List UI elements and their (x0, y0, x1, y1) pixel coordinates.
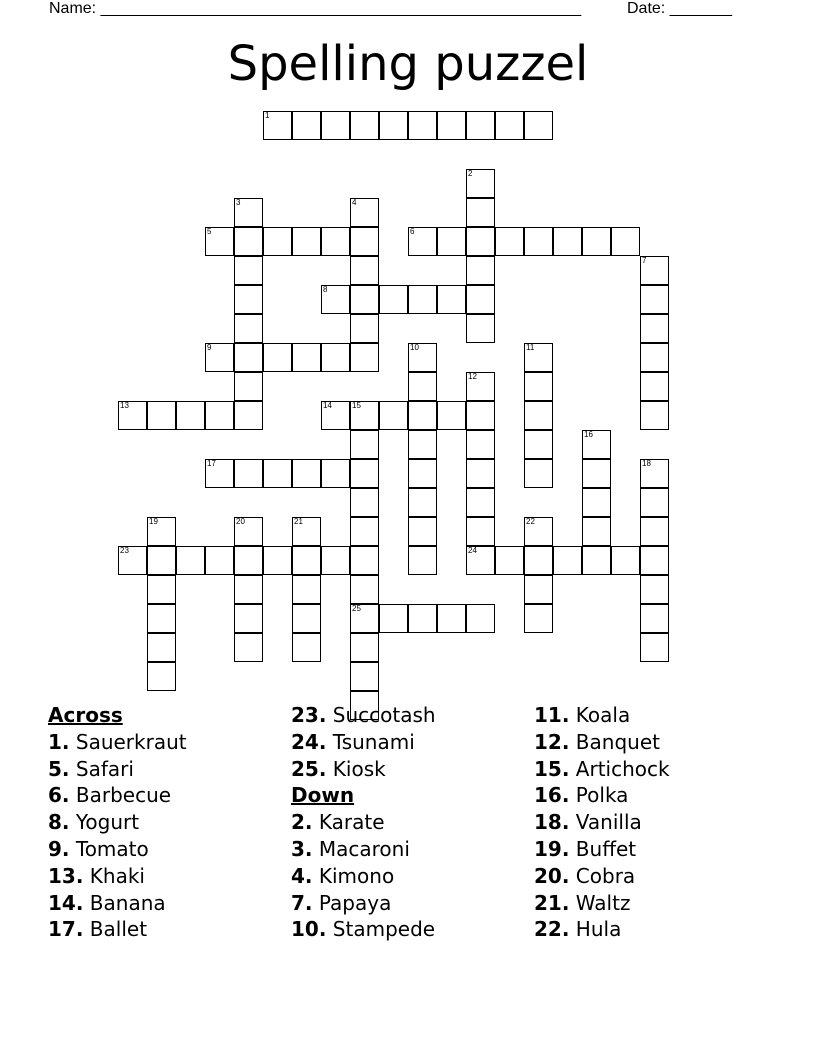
crossword-cell[interactable] (408, 546, 437, 575)
clue-item: 18. Vanilla (534, 810, 642, 835)
crossword-cell[interactable] (263, 227, 292, 256)
crossword-cell[interactable] (408, 227, 437, 256)
crossword-cell[interactable] (147, 633, 176, 662)
crossword-cell[interactable] (379, 111, 408, 140)
cell-number: 21 (294, 517, 303, 526)
crossword-cell[interactable] (321, 401, 350, 430)
crossword-cell[interactable] (495, 227, 524, 256)
cell-number: 1 (265, 111, 270, 120)
down-heading: Down (291, 783, 355, 808)
crossword-cell[interactable] (466, 227, 495, 256)
crossword-cell[interactable] (321, 227, 350, 256)
crossword-cell[interactable] (234, 604, 263, 633)
crossword-cell[interactable] (292, 633, 321, 662)
crossword-cell[interactable] (640, 372, 669, 401)
crossword-cell[interactable] (147, 662, 176, 691)
clue-item: 22. Hula (534, 917, 622, 942)
cell-number: 18 (642, 459, 651, 468)
crossword-cell[interactable] (205, 546, 234, 575)
clue-item: 15. Artichock (534, 756, 670, 781)
across-heading: Across (48, 703, 123, 727)
crossword-cell[interactable] (640, 546, 669, 575)
cell-number: 7 (642, 256, 647, 265)
cell-number: 4 (352, 198, 357, 207)
crossword-cell[interactable] (350, 488, 379, 517)
crossword-cell[interactable] (408, 285, 437, 314)
crossword-cell[interactable] (408, 430, 437, 459)
crossword-cell[interactable] (437, 604, 466, 633)
clue-item: 7. Papaya (291, 890, 392, 915)
clue-item: 20. Cobra (534, 863, 636, 888)
crossword-cell[interactable] (640, 401, 669, 430)
cell-number: 25 (352, 604, 361, 613)
cell-number: 14 (323, 401, 332, 410)
crossword-cell[interactable] (292, 575, 321, 604)
crossword-cell[interactable] (611, 227, 640, 256)
crossword-cell[interactable] (205, 459, 234, 488)
crossword-cell[interactable] (640, 343, 669, 372)
crossword-cell[interactable] (466, 314, 495, 343)
crossword-cell[interactable] (321, 285, 350, 314)
crossword-cell[interactable] (321, 343, 350, 372)
crossword-cell[interactable] (234, 372, 263, 401)
crossword-cell[interactable] (408, 343, 437, 372)
clue-column-3 (534, 702, 670, 943)
clue-item: 12. Banquet (534, 729, 660, 754)
crossword-cell[interactable] (292, 343, 321, 372)
cell-number: 24 (468, 546, 477, 555)
cell-number: 8 (323, 285, 328, 294)
cell-number: 15 (352, 401, 361, 410)
cell-number: 13 (120, 401, 129, 410)
crossword-cell[interactable] (234, 633, 263, 662)
crossword-cell[interactable] (234, 546, 263, 575)
crossword-cell[interactable] (640, 517, 669, 546)
crossword-cell[interactable] (640, 285, 669, 314)
crossword-cell[interactable] (640, 488, 669, 517)
clue-item: 24. Tsunami (291, 729, 415, 754)
worksheet-header (0, 0, 816, 20)
puzzle-title: Spelling puzzel (227, 36, 589, 92)
crossword-cell[interactable] (582, 430, 611, 459)
crossword-cell[interactable] (234, 401, 263, 430)
cell-number: 20 (236, 517, 245, 526)
crossword-cell[interactable] (234, 314, 263, 343)
crossword-cell[interactable] (263, 111, 292, 140)
crossword-cell[interactable] (524, 372, 553, 401)
cell-number: 19 (149, 517, 158, 526)
crossword-cell[interactable] (466, 256, 495, 285)
crossword-cell[interactable] (582, 459, 611, 488)
crossword-cell[interactable] (350, 227, 379, 256)
crossword-cell[interactable] (437, 227, 466, 256)
crossword-cell[interactable] (466, 198, 495, 227)
crossword-cell[interactable] (263, 546, 292, 575)
crossword-cell[interactable] (466, 517, 495, 546)
crossword-cell[interactable] (321, 111, 350, 140)
date-field[interactable]: Date: _______ (627, 0, 732, 17)
crossword-cell[interactable] (118, 401, 147, 430)
crossword-cell[interactable] (147, 517, 176, 546)
crossword-cell[interactable] (205, 401, 234, 430)
crossword-cell[interactable] (466, 169, 495, 198)
crossword-cell[interactable] (408, 401, 437, 430)
crossword-cell[interactable] (118, 546, 147, 575)
crossword-cell[interactable] (379, 604, 408, 633)
crossword-cell[interactable] (524, 430, 553, 459)
crossword-cell[interactable] (292, 604, 321, 633)
crossword-cell[interactable] (350, 430, 379, 459)
crossword-cell[interactable] (350, 604, 379, 633)
crossword-cell[interactable] (234, 517, 263, 546)
crossword-cell[interactable] (408, 459, 437, 488)
crossword-cell[interactable] (292, 111, 321, 140)
crossword-cell[interactable] (466, 459, 495, 488)
crossword-cell[interactable] (582, 517, 611, 546)
clue-item: 21. Waltz (534, 890, 631, 915)
crossword-cell[interactable] (524, 604, 553, 633)
crossword-cell[interactable] (147, 604, 176, 633)
clue-item: 3. Macaroni (291, 836, 410, 861)
crossword-cell[interactable] (524, 111, 553, 140)
crossword-cell[interactable] (234, 256, 263, 285)
crossword-cell[interactable] (437, 111, 466, 140)
clue-item: 13. Khaki (48, 863, 145, 888)
crossword-cell[interactable] (379, 401, 408, 430)
crossword-cell[interactable] (495, 546, 524, 575)
crossword-cell[interactable] (524, 459, 553, 488)
crossword-cell[interactable] (234, 198, 263, 227)
clue-item: 9. Tomato (48, 836, 149, 861)
crossword-cell[interactable] (205, 227, 234, 256)
crossword-cell[interactable] (350, 459, 379, 488)
crossword-cell[interactable] (408, 517, 437, 546)
crossword-cell[interactable] (408, 488, 437, 517)
crossword-cell[interactable] (350, 546, 379, 575)
clue-item: 2. Karate (291, 810, 385, 835)
cell-number: 6 (410, 227, 415, 236)
name-field[interactable]: Name: ______________________________________________________ (49, 0, 582, 17)
crossword-cell[interactable] (205, 343, 234, 372)
crossword-cell[interactable] (437, 401, 466, 430)
crossword-cell[interactable] (524, 227, 553, 256)
crossword-cell[interactable] (640, 459, 669, 488)
crossword-cell[interactable] (292, 546, 321, 575)
crossword-cell[interactable] (524, 575, 553, 604)
crossword-cell[interactable] (350, 633, 379, 662)
clue-item: 14. Banana (48, 890, 166, 915)
crossword-cell[interactable] (234, 343, 263, 372)
crossword-cell[interactable] (263, 343, 292, 372)
cell-number: 22 (526, 517, 535, 526)
crossword-cell[interactable] (379, 285, 408, 314)
crossword-cell[interactable] (408, 111, 437, 140)
clue-column-1 (48, 702, 187, 943)
clue-item: 10. Stampede (291, 917, 436, 942)
cell-number: 11 (526, 343, 535, 352)
crossword-cell[interactable] (350, 401, 379, 430)
crossword-cell[interactable] (234, 227, 263, 256)
crossword-cell[interactable] (350, 111, 379, 140)
crossword-cell[interactable] (234, 285, 263, 314)
crossword-cell[interactable] (350, 343, 379, 372)
crossword-cell[interactable] (292, 459, 321, 488)
clue-item: 16. Polka (534, 783, 629, 808)
cell-number: 12 (468, 372, 477, 381)
cell-number: 17 (207, 459, 216, 468)
clue-item: 19. Buffet (534, 836, 637, 861)
crossword-cell[interactable] (611, 546, 640, 575)
crossword-cell[interactable] (350, 285, 379, 314)
crossword-cell[interactable] (466, 488, 495, 517)
cell-number: 23 (120, 546, 129, 555)
clue-item: 23. Succotash (291, 703, 436, 727)
crossword-cell[interactable] (466, 285, 495, 314)
crossword-cell[interactable] (234, 459, 263, 488)
crossword-cell[interactable] (524, 517, 553, 546)
crossword-cell[interactable] (263, 459, 292, 488)
crossword-cell[interactable] (147, 401, 176, 430)
crossword-cell[interactable] (176, 401, 205, 430)
crossword-cell[interactable] (350, 517, 379, 546)
crossword-cell[interactable] (350, 662, 379, 691)
crossword-cell[interactable] (350, 314, 379, 343)
clue-item: 5. Safari (48, 756, 134, 781)
crossword-cell[interactable] (524, 401, 553, 430)
crossword-cell[interactable] (234, 575, 263, 604)
crossword-cell[interactable] (640, 256, 669, 285)
crossword-cell[interactable] (176, 546, 205, 575)
crossword-cell[interactable] (292, 227, 321, 256)
crossword-cell[interactable] (582, 227, 611, 256)
crossword-cell[interactable] (640, 633, 669, 662)
clue-item: 25. Kiosk (291, 756, 386, 781)
cell-number: 3 (236, 198, 241, 207)
crossword-cell[interactable] (495, 111, 524, 140)
cell-number: 5 (207, 227, 212, 236)
crossword-cell[interactable] (321, 459, 350, 488)
crossword-cell[interactable] (350, 256, 379, 285)
clue-item: 6. Barbecue (48, 783, 172, 808)
crossword-cell[interactable] (408, 604, 437, 633)
clue-item: 4. Kimono (291, 863, 395, 888)
crossword-cell[interactable] (524, 546, 553, 575)
crossword-cell[interactable] (582, 546, 611, 575)
crossword-cell[interactable] (640, 314, 669, 343)
crossword-cell[interactable] (350, 575, 379, 604)
crossword-cell[interactable] (582, 488, 611, 517)
crossword-cell[interactable] (466, 401, 495, 430)
clue-column-2 (291, 702, 436, 943)
crossword-cell[interactable] (466, 430, 495, 459)
crossword-cell[interactable] (292, 517, 321, 546)
crossword-cell[interactable] (466, 604, 495, 633)
crossword-cell[interactable] (466, 546, 495, 575)
crossword-cell[interactable] (466, 372, 495, 401)
clue-item: 11. Koala (534, 703, 631, 727)
crossword-cell[interactable] (147, 575, 176, 604)
clue-item: 17. Ballet (48, 917, 148, 942)
crossword-cell[interactable] (147, 546, 176, 575)
crossword-cell[interactable] (466, 111, 495, 140)
clue-item: 1. Sauerkraut (48, 729, 187, 754)
crossword-cell[interactable] (553, 546, 582, 575)
crossword-cell[interactable] (640, 604, 669, 633)
clue-item: 8. Yogurt (48, 810, 140, 835)
crossword-cell[interactable] (553, 227, 582, 256)
crossword-cell[interactable] (321, 546, 350, 575)
crossword-cell[interactable] (640, 575, 669, 604)
cell-number: 16 (584, 430, 593, 439)
crossword-cell[interactable] (437, 285, 466, 314)
crossword-cell[interactable] (350, 198, 379, 227)
crossword-cell[interactable] (524, 343, 553, 372)
cell-number: 9 (207, 343, 212, 352)
cell-number: 10 (410, 343, 419, 352)
crossword-cell[interactable] (408, 372, 437, 401)
cell-number: 2 (468, 169, 473, 178)
